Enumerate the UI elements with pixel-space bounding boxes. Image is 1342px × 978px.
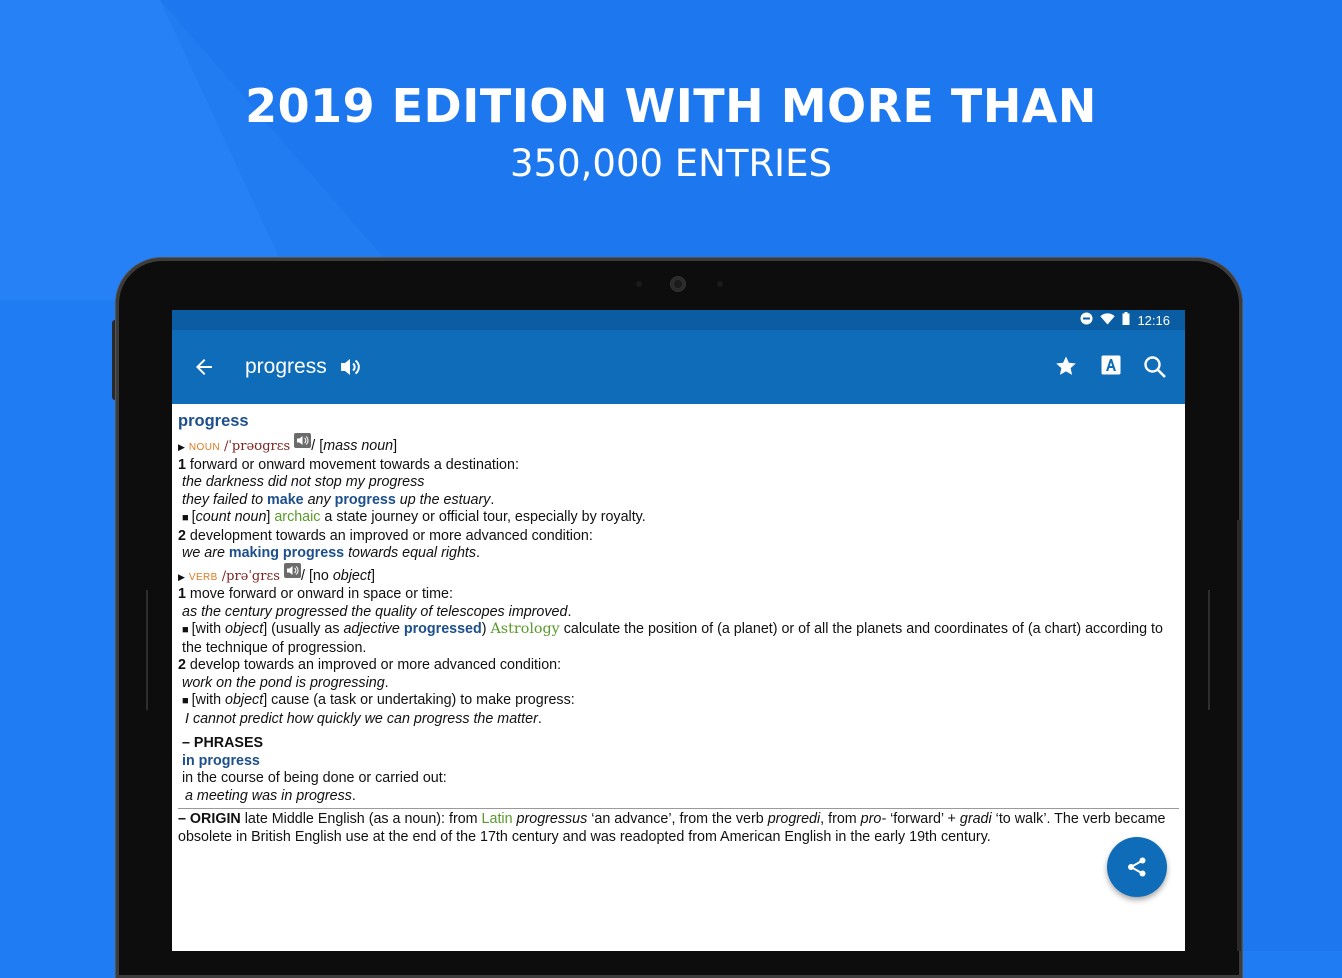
font-size-icon[interactable] [1101, 355, 1121, 375]
verb-header: ▶ VERB /prəˈgrɛs / [no object] [178, 563, 1179, 587]
example: work on the pond is progressing. [182, 674, 389, 691]
play-pronunciation-icon[interactable] [294, 433, 311, 448]
pronunciation-verb: /prəˈgrɛs [221, 568, 285, 584]
verb-sense-2: 2 develop towards an improved or more advanced condition: [178, 657, 562, 673]
status-bar [172, 310, 1185, 330]
clock: 12:16 [1137, 312, 1170, 328]
headword: progress [178, 412, 249, 430]
search-icon[interactable] [1142, 354, 1168, 380]
tablet-speaker-grille-right [1208, 590, 1210, 710]
back-arrow-icon[interactable] [192, 355, 216, 379]
phrase[interactable]: in progress [182, 752, 260, 769]
square-bullet-icon: ■ [182, 695, 189, 707]
dictionary-entry [172, 404, 1185, 846]
phrase-definition: in the course of being done or carried out: [182, 770, 447, 786]
noun-sense-1: 1 forward or onward movement towards a destination: [178, 456, 519, 473]
sensor-dot [717, 281, 723, 287]
square-bullet-icon: ■ [182, 512, 189, 524]
tablet-edge-right [1237, 520, 1241, 951]
example: as the century progressed the quality of telescopes improved. [182, 603, 572, 620]
example: a meeting was in progress. [185, 787, 356, 804]
tablet-speaker-grille-left [146, 590, 148, 710]
promo-headline [0, 78, 1342, 194]
register-label: archaic [274, 509, 321, 525]
example: I cannot predict how quickly we can progress the matter. [185, 710, 542, 727]
wifi-icon [1100, 313, 1115, 328]
play-pronunciation-icon[interactable] [284, 563, 301, 578]
origin-section: – ORIGIN late Middle English (as a noun): from Latin progressus ‘an advance’, from the verb progredi, from pro- ‘forward’ + gradi ‘to walk’. The verb became obsolete in British English use at the end of the 17th century and was readopted from American English in the early 19th century. [178, 808, 1179, 846]
square-bullet-icon: ■ [182, 624, 189, 636]
part-of-speech-noun: NOUN [188, 442, 220, 453]
search-query[interactable]: progress [245, 355, 327, 378]
phrases-header: – PHRASES [182, 735, 264, 751]
promo-title: 2019 EDITION WITH MORE THAN [245, 79, 1097, 133]
do-not-disturb-icon [1080, 312, 1093, 328]
noun-subsense: ■ [count noun] archaic a state journey or official tour, especially by royalty. [182, 509, 646, 525]
battery-icon [1122, 312, 1130, 328]
sensor-dot [636, 281, 642, 287]
domain-label: Astrology [490, 621, 560, 637]
example: they failed to make any progress up the estuary. [182, 491, 495, 508]
noun-sense-2: 2 development towards an improved or more advanced condition: [178, 527, 593, 544]
example: we are making progress towards equal rights. [182, 545, 481, 561]
promo-subtitle: 350,000 ENTRIES [510, 142, 832, 185]
star-icon[interactable] [1054, 354, 1078, 378]
part-of-speech-verb: VERB [188, 571, 218, 583]
triangle-bullet-icon: ▶ [178, 571, 185, 582]
share-button[interactable] [1107, 837, 1167, 897]
noun-header: ▶ NOUN /ˈprəʊgrɛs / [mass noun] [178, 433, 1179, 457]
speaker-icon[interactable] [338, 356, 362, 378]
verb-sense-1: 1 move forward or onward in space or time: [178, 586, 453, 602]
pronunciation-noun: /ˈprəʊgrɛs [223, 439, 295, 454]
app-screen [172, 310, 1185, 951]
verb-subsense: ■ [with object] (usually as adjective progressed) Astrology calculate the position of (a planet) or of all the planets and coordinates of (a chart) according to the technique of progression. [182, 621, 1163, 656]
front-camera [671, 277, 685, 291]
triangle-bullet-icon: ▶ [178, 442, 185, 452]
app-bar [172, 330, 1185, 404]
example: the darkness did not stop my progress [182, 474, 425, 490]
verb-subsense: ■ [with object] cause (a task or undertaking) to make progress: [182, 692, 575, 708]
